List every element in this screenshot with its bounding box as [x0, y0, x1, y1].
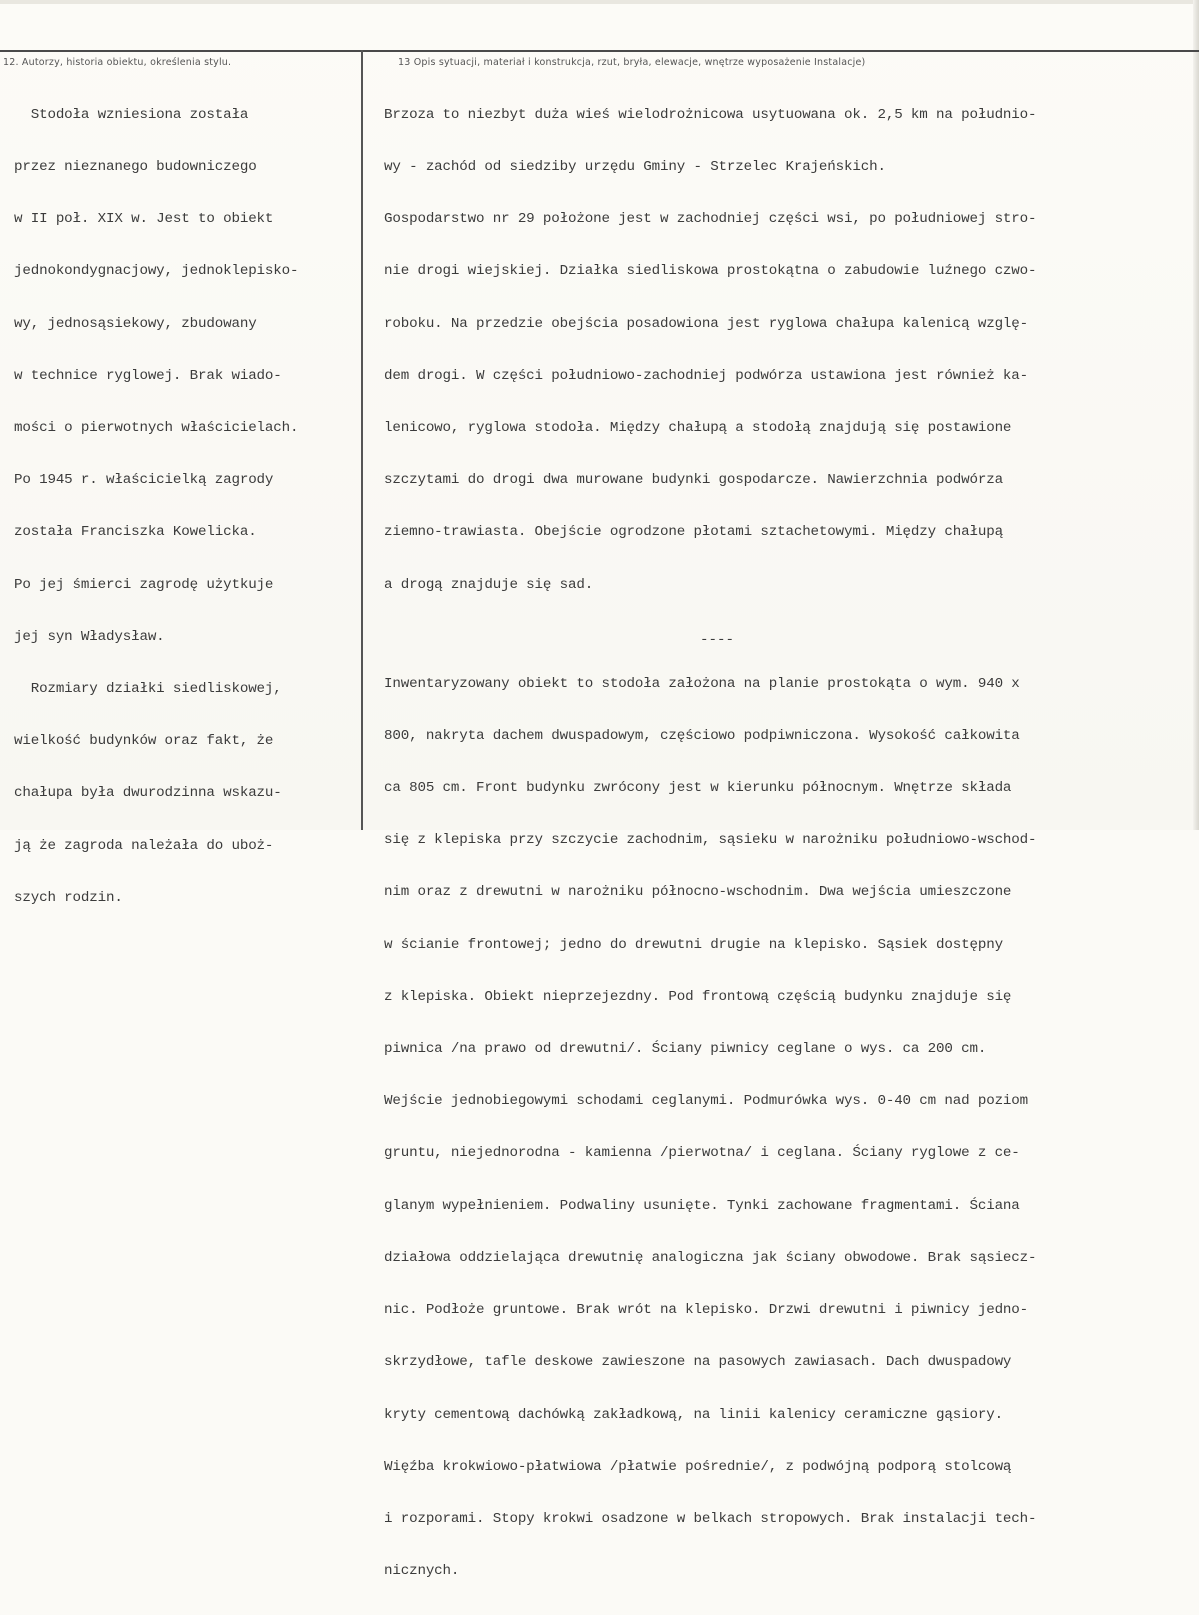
text-line: Gospodarstwo nr 29 położone jest w zachodniej części wsi, po południowej stro- [384, 211, 1037, 228]
text-line: nicznych. [384, 1563, 460, 1580]
text-line: gruntu, niejednorodna - kamienna /pierwotna/ i ceglana. Ściany ryglowe z ce- [384, 1145, 1020, 1162]
text-line: Wejście jednobiegowymi schodami ceglanymi. Podmurówka wys. 0-40 cm nad poziom [384, 1093, 1029, 1110]
text-line: wy, jednosąsiekowy, zbudowany [14, 315, 257, 332]
text-line: roboku. Na przedzie obejścia posadowiona jest ryglowa chałupa kalenicą wzglę- [384, 315, 1029, 332]
text-line: ją że zagroda należała do uboż- [14, 837, 274, 854]
separator-dashes: ---- [700, 631, 735, 648]
text-line: nim oraz z drewutni w narożniku północno-wschodnim. Dwa wejścia umieszczone [384, 884, 1012, 901]
text-line: nie drogi wiejskiej. Działka siedliskowa prostokątna o zabudowie luźnego czwo- [384, 263, 1037, 280]
text-line: chałupa była dwurodzinna wskazu- [14, 785, 282, 802]
text-line: wy - zachód od siedziby urzędu Gminy - Strzelec Krajeńskich. [384, 159, 886, 176]
text-line: a drogą znajduje się sad. [384, 576, 594, 593]
text-line: Inwentaryzowany obiekt to stodoła założona na planie prostokąta o wym. 940 x [384, 675, 1020, 692]
text-line: szych rodzin. [14, 889, 123, 906]
page-right-edge [1193, 0, 1199, 830]
text-line: piwnica /na prawo od drewutni/. Ściany piwnicy ceglane o wys. ca 200 cm. [384, 1041, 987, 1058]
text-line: Po 1945 r. właścicielką zagrody [14, 472, 274, 489]
description-text-column [384, 72, 1192, 1615]
text-line: w ścianie frontowej; jedno do drewutni drugie na klepisko. Sąsiek dostępny [384, 936, 1003, 953]
section-13-header: 13 Opis sytuacji, materiał i konstrukcja, rzut, bryła, elewacje, wnętrze wyposażenie Instalacje) [398, 57, 866, 68]
text-line: ca 805 cm. Front budynku zwrócony jest w kierunku północnym. Wnętrze składa [384, 780, 1012, 797]
text-line: wielkość budynków oraz fakt, że [14, 733, 274, 750]
text-line: kryty cementową dachówką zakładkową, na linii kalenicy ceramiczne gąsiory. [384, 1406, 1003, 1423]
text-line: skrzydłowe, tafle deskowe zawieszone na pasowych zawiasach. Dach dwuspadowy [384, 1354, 1012, 1371]
text-line: ziemno-trawiasta. Obejście ogrodzone płotami sztachetowymi. Między chałupą [384, 524, 1003, 541]
column-divider [361, 50, 363, 830]
text-line: nic. Podłoże gruntowe. Brak wrót na klepisko. Drzwi drewutni i piwnicy jedno- [384, 1302, 1029, 1319]
text-line: w II poł. XIX w. Jest to obiekt [14, 211, 274, 228]
text-line: została Franciszka Kowelicka. [14, 524, 257, 541]
text-line: się z klepiska przy szczycie zachodnim, sąsieku w narożniku południowo-wschod- [384, 832, 1037, 849]
text-line: jej syn Władysław. [14, 628, 165, 645]
text-line: glanym wypełnieniem. Podwaliny usunięte. Tynki zachowane fragmentami. Ściana [384, 1197, 1020, 1214]
text-line: mości o pierwotnych właścicielach. [14, 420, 299, 437]
page-top-edge [0, 0, 1199, 4]
text-line: i rozporami. Stopy krokwi osadzone w belkach stropowych. Brak instalacji tech- [384, 1510, 1037, 1527]
text-line: w technice ryglowej. Brak wiado- [14, 367, 282, 384]
text-line: Więźba krokwiowo-płatwiowa /płatwie pośrednie/, z podwójną podporą stolcową [384, 1458, 1012, 1475]
text-line: przez nieznanego budowniczego [14, 159, 257, 176]
text-line: działowa oddzielająca drewutnię analogiczna jak ściany obwodowe. Brak sąsiecz- [384, 1249, 1037, 1266]
history-text-column [14, 72, 359, 942]
text-line: lenicowo, ryglowa stodoła. Między chałupą a stodołą znajdują się postawione [384, 420, 1012, 437]
text-line: Brzoza to niezbyt duża wieś wielodrożnicowa usytuowana ok. 2,5 km na południo- [384, 106, 1037, 123]
text-line: jednokondygnacjowy, jednoklepisko- [14, 263, 299, 280]
text-line: 800, nakryta dachem dwuspadowym, częściowo podpiwniczona. Wysokość całkowita [384, 727, 1020, 744]
text-line: szczytami do drogi dwa murowane budynki gospodarcze. Nawierzchnia podwórza [384, 472, 1003, 489]
text-line: Rozmiary działki siedliskowej, [14, 681, 282, 698]
text-line: Stodoła wzniesiona została [14, 106, 249, 123]
paragraph-separator [384, 629, 1192, 648]
header-rule [0, 50, 1199, 52]
text-line: Po jej śmierci zagrodę użytkuje [14, 576, 274, 593]
section-12-header: 12. Autorzy, historia obiektu, określenia stylu. [3, 57, 232, 68]
text-line: z klepiska. Obiekt nieprzejezdny. Pod frontową częścią budynku znajduje się [384, 988, 1012, 1005]
text-line: dem drogi. W części południowo-zachodniej podwórza ustawiona jest również ka- [384, 367, 1029, 384]
